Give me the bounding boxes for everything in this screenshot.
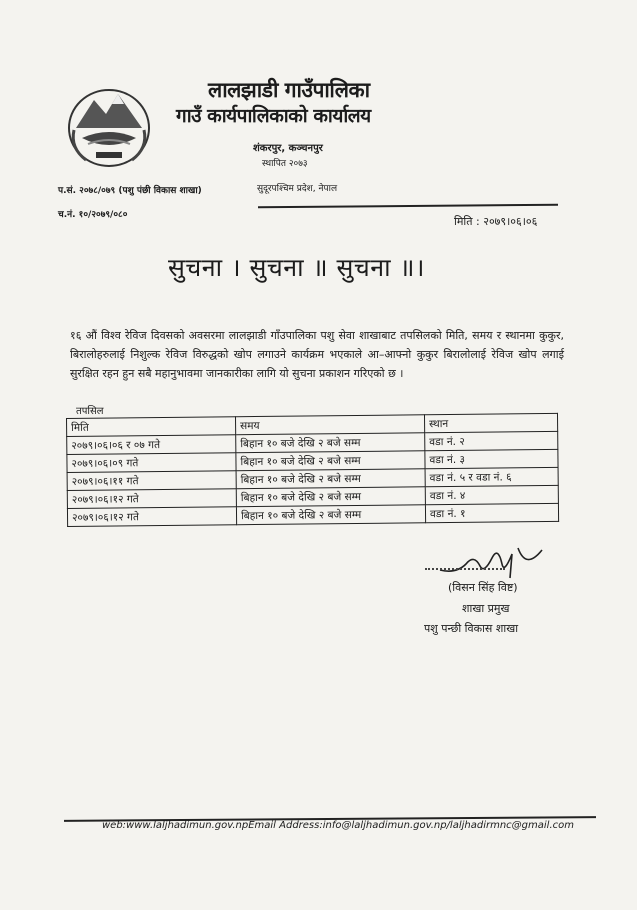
column-header-time: समय bbox=[235, 415, 424, 435]
signatory-name: (विसन सिंह विष्ट) bbox=[448, 581, 518, 594]
cell-place: वडा नं. १ bbox=[425, 503, 558, 522]
cell-time: बिहान १० बजे देखि २ बजे सम्म bbox=[236, 469, 425, 489]
cell-place: वडा नं. ५ र वडा नं. ६ bbox=[425, 467, 558, 486]
address-line-2: स्थापित २०७३ bbox=[262, 159, 308, 169]
cell-time: बिहान १० बजे देखि २ बजे सम्म bbox=[236, 451, 425, 471]
signatory-title: शाखा प्रमुख bbox=[462, 602, 510, 615]
cell-place: वडा नं. ४ bbox=[425, 485, 558, 504]
notice-heading: सुचना । सुचना ॥ सुचना ॥। bbox=[168, 253, 426, 282]
cell-date: २०७९।०६।०९ गते bbox=[67, 453, 236, 473]
cell-time: बिहान १० बजे देखि २ बजे सम्म bbox=[236, 505, 425, 525]
column-header-date: मिति bbox=[67, 417, 236, 437]
footer-contact: web:www.laljhadimun.gov.npEmail Address:info@laljhadimun.gov.np/laljhadirmnc@gmail.com bbox=[102, 820, 574, 831]
cell-date: २०७९।०६।०६ र ०७ गते bbox=[67, 435, 236, 455]
cell-date: २०७९।०६।१२ गते bbox=[67, 507, 236, 527]
cell-date: २०७९।०६।१२ गते bbox=[67, 489, 236, 509]
cell-time: बिहान १० बजे देखि २ बजे सम्म bbox=[236, 433, 425, 453]
signatory-department: पशु पन्छी विकास शाखा bbox=[424, 622, 519, 635]
office-name: गाउँ कार्यपालिकाको कार्यालय bbox=[176, 105, 371, 127]
table-row bbox=[67, 503, 558, 526]
address-line-3: सुदूरपश्चिम प्रदेश, नेपाल bbox=[257, 184, 338, 194]
column-header-place: स्थान bbox=[424, 413, 557, 432]
header-divider bbox=[258, 204, 558, 209]
details-label: तपसिल bbox=[76, 406, 104, 417]
cell-date: २०७९।०६।११ गते bbox=[67, 471, 236, 491]
dispatch-number: च.नं. १०/२०७९/०८० bbox=[58, 210, 128, 220]
municipality-emblem-icon bbox=[66, 78, 152, 168]
signature-icon bbox=[436, 540, 546, 580]
cell-place: वडा नं. ३ bbox=[425, 449, 558, 468]
cell-time: बिहान १० बजे देखि २ बजे सम्म bbox=[236, 487, 425, 507]
notice-body: १६ औं विश्व रेविज दिवसको अवसरमा लालझाडी गाँउपालिका पशु सेवा शाखाबाट तपसिलको मिति, समय र स्थानमा कुकुर, बिरालोहरुलाई निशुल्क रेविज विरुद्धको खोप लगाउने कार्यक्रम भएकाले आ–आफ्नो कुकुर बिरालोलाई रेविज खोप लगाई सुरक्षित रहन हुन सबै महानुभावमा जानकारीका लागि यो सुचना प्रकाशन गरिएको छ । bbox=[70, 329, 564, 380]
reference-number: प.सं. २०७८/०७९ (पशु पंछी विकास शाखा) bbox=[58, 186, 202, 196]
signature-line bbox=[425, 568, 505, 570]
vaccination-schedule-table bbox=[66, 413, 559, 527]
org-name: लालझाडी गाउँपालिका bbox=[208, 78, 370, 102]
cell-place: वडा नं. २ bbox=[425, 431, 558, 450]
address-line-1: शंकरपुर, कञ्चनपुर bbox=[253, 143, 323, 154]
notice-date: मिति : २०७९।०६।०६ bbox=[454, 215, 538, 228]
